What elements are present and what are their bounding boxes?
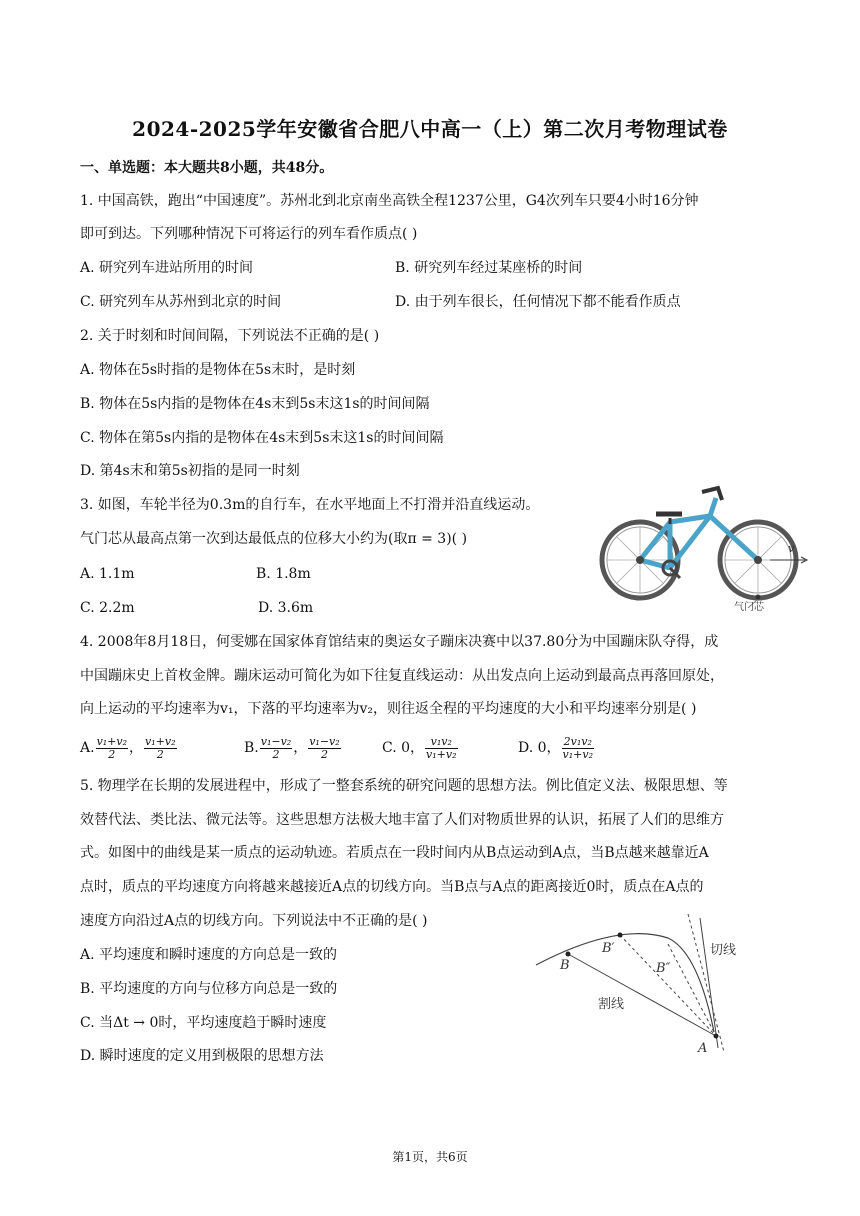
q5-stem-line1: 5. 物理学在长期的发展进程中，形成了一整套系统的研究问题的思想方法。例比值定义法、极限思想、等 [80,778,728,794]
q1-stem-line2: 即可到达。下列哪种情况下可将运行的列车看作质点( ) [80,226,418,242]
q4-option-a: A. $\frac{\text{v₁+v₂}}{2}$ ， $\frac{\text{v₁+v₂}}{2}$ [80,734,176,761]
valve-core-label: 气门芯 [734,602,764,613]
q5-stem-line3: 式。如图中的曲线是某一质点的运动轨迹。若质点在一段时间内从B点运动到A点，当B点越来越靠近A [80,845,709,861]
q2-option-d: D. 第4s末和第5s初指的是同一时刻 [80,463,300,479]
q2-option-a: A. 物体在5s时指的是物体在5s末时，是时刻 [80,362,356,378]
q3-option-d: D. 3.6m [258,600,314,616]
trajectory-curve [536,934,714,1032]
point-b-label: B [560,958,570,973]
q5-stem-line2: 效替代法、类比法、微元法等。这些思想方法极大地丰富了人们对物质世界的认识，拓展了人们的思维方 [80,812,724,828]
q2-option-b: B. 物体在5s内指的是物体在4s末到5s末这1s的时间间隔 [80,396,430,412]
q5-stem-line5: 速度方向沿过A点的切线方向。下列说法中不正确的是( ) [80,913,428,929]
point-b2-label: B″ [656,961,671,976]
point-b1-label: B′ [602,941,615,956]
q3-option-b: B. 1.8m [256,566,311,582]
q2-stem: 2. 关于时刻和时间间隔，下列说法不正确的是( ) [80,328,380,344]
q4-option-b: B. $\frac{\text{v₁−v₂}}{2}$ ， $\frac{\text{v₁−v₂}}{2}$ [244,734,340,761]
bicycle-icon [602,488,807,608]
q2-option-c: C. 物体在第5s内指的是物体在4s末到5s末这1s的时间间隔 [80,430,444,446]
q3-option-c: C. 2.2m [80,600,135,616]
trajectory-figure [528,912,788,1060]
valve-core-marker [756,595,761,600]
q3-stem-line2: 气门芯从最高点第一次到达最低点的位移大小约为(取π = 3)( ) [80,531,468,547]
q3-option-a: A. 1.1m [80,566,135,582]
tangent-label: 切线 [710,943,737,958]
q1-option-d: D. 由于列车很长，任何情况下都不能看作质点 [395,294,681,310]
q1-stem-line1: 1. 中国高铁，跑出“中国速度”。苏州北到北京南坐高铁全程1237公里，G4次列车只要4小时16分钟 [80,193,699,209]
page-title: 2024-2025学年安徽省合肥八中高一（上）第二次月考物理试卷 [132,117,728,141]
q3-stem-line1: 3. 如图，车轮半径为0.3m的自行车，在水平地面上不打滑并沿直线运动。 [80,497,540,513]
q4-option-c: C. 0， $\frac{\text{v₁v₂}}{\text{v₁+v₂}}$ [382,734,457,761]
q4-option-d: D. 0， $\frac{\text{2v₁v₂}}{\text{v₁+v₂}}$ [518,734,594,761]
velocity-label: v [788,542,795,555]
q5-stem-line4: 点时，质点的平均速度方向将越来越接近A点的切线方向。当B点与A点的距离接近0时，质点在A点的 [80,879,704,895]
q4-stem-line3: 向上运动的平均速率为v₁，下落的平均速率为v₂，则往返全程的平均速度的大小和平均速率分别是( ) [80,701,697,717]
q5-option-a: A. 平均速度和瞬时速度的方向总是一致的 [80,947,338,963]
page-footer: 第1页，共6页 [392,1150,468,1164]
point-a-label: A [698,1041,708,1056]
q5-option-c: C. 当Δt → 0时，平均速度趋于瞬时速度 [80,1015,327,1031]
q1-option-b: B. 研究列车经过某座桥的时间 [395,260,583,276]
q5-option-b: B. 平均速度的方向与位移方向总是一致的 [80,981,338,997]
q1-option-a: A. 研究列车进站所用的时间 [80,260,254,276]
bicycle-figure [598,478,813,618]
secant-label: 割线 [598,997,625,1012]
q5-option-d: D. 瞬时速度的定义用到极限的思想方法 [80,1048,324,1064]
q1-option-c: C. 研究列车从苏州到北京的时间 [80,294,282,310]
q4-stem-line1: 4. 2008年8月18日，何雯娜在国家体育馆结束的奥运女子蹦床决赛中以37.80分为中国蹦床队夺得，成 [80,634,719,650]
section-heading: 一、单选题：本大题共8小题，共48分。 [80,160,334,176]
q4-stem-line2: 中国蹦床史上首枚金牌。蹦床运动可简化为如下往复直线运动：从出发点向上运动到最高点再落回原处， [80,668,724,684]
